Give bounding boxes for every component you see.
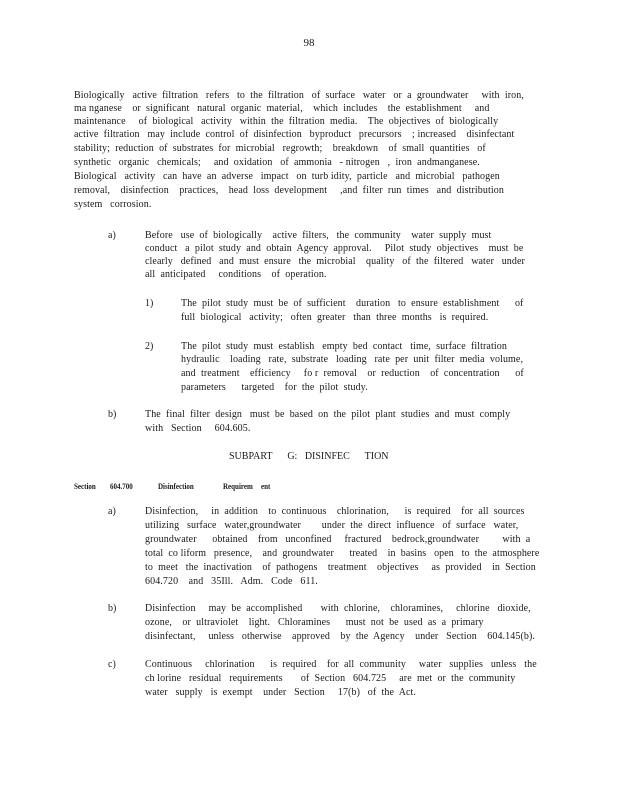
sub-2-line: The pilot study must establish empty bed contact time, surface filtration [181, 341, 507, 352]
intro-line: system corrosion. [74, 199, 152, 210]
sub-2-line: parameters targeted for the pilot study. [181, 382, 368, 393]
page-number: 98 [303, 37, 315, 49]
sec-b-line: Disinfection may be accomplished with chlorine, chloramines, chlorine dioxide, [145, 603, 531, 614]
intro-line: Biologically active filtration refers to the filtration of surface water or a groundwater with iron, [74, 90, 524, 101]
sub-1-label: 1) [145, 298, 154, 309]
sec-c-line: ch lorine residual requirements of Section 604.725 are met or the community [145, 673, 516, 684]
sec-a-line: 604.720 and 35Ill. Adm. Code 611. [145, 576, 318, 587]
sec-a-label: a) [108, 506, 116, 517]
sec-c-line: water supply is exempt under Section 17(b) of the Act. [145, 687, 417, 698]
item-b-line: The final filter design must be based on the pilot plant studies and must comply [145, 409, 511, 420]
sec-a-line: to meet the inactivation of pathogens treatment objectives as provided in Section [145, 562, 536, 573]
sub-1-line: The pilot study must be of sufficient duration to ensure establishment of [181, 298, 524, 309]
intro-line: active filtration may include control of disinfection byproduct precursors ; increased disinfectant [74, 129, 515, 140]
sub-1-line: full biological activity; often greater than three months is required. [181, 312, 489, 323]
intro-line: maintenance of biological activity within the filtration media. The objectives of biologically [74, 116, 499, 127]
section-word: Section [74, 482, 96, 492]
sub-2-line: hydraulic loading rate, substrate loading rate per unit filter media volume, [181, 354, 524, 365]
sec-b-line: disinfectant, unless otherwise approved by the Agency under Section 604.145(b). [145, 631, 536, 642]
sec-c-label: c) [108, 659, 116, 670]
sec-a-line: utilizing surface water,groundwater under the direct influence of surface water, [145, 520, 519, 531]
intro-line: Biological activity can have an adverse impact on turb idity, particle and microbial pathogen [74, 171, 500, 182]
sub-2-line: and treatment efficiency fo r removal or reduction of concentration of [181, 368, 524, 379]
section-title-part: ent [261, 482, 271, 492]
item-a-line: Before use of biologically active filters, the community water supply must [145, 230, 492, 241]
sec-a-line: groundwater obtained from unconfined fractured bedrock,groundwater with a [145, 534, 531, 545]
section-number: 604.700 [110, 482, 133, 492]
sec-a-line: total co liform presence, and groundwater treated in basins open to the atmosphere [145, 548, 540, 559]
intro-line: removal, disinfection practices, head loss development ,and filter run times and distribution [74, 185, 504, 196]
sub-2-label: 2) [145, 341, 154, 352]
section-title-part: Disinfection [158, 482, 194, 492]
intro-line: stability; reduction of substrates for microbial regrowth; breakdown of small quantities of [74, 143, 486, 154]
item-a-line: conduct a pilot study and obtain Agency approval. Pilot study objectives must be [145, 243, 524, 254]
section-title-part: Requirem [223, 482, 253, 492]
sec-b-label: b) [108, 603, 117, 614]
item-b-line: with Section 604.605. [145, 423, 251, 434]
item-a-line: clearly defined and must ensure the microbial quality of the filtered water under [145, 256, 525, 267]
sec-a-line: Disinfection, in addition to continuous chlorination, is required for all sources [145, 506, 525, 517]
sec-c-line: Continuous chlorination is required for all community water supplies unless the [145, 659, 537, 670]
sec-b-line: ozone, or ultraviolet light. Chloramines must not be used as a primary [145, 617, 484, 628]
intro-line: synthetic organic chemicals; and oxidation of ammonia - nitrogen , iron andmanganese. [74, 157, 480, 168]
intro-line: ma nganese or significant natural organic material, which includes the establishment and [74, 103, 490, 114]
item-b-label: b) [108, 409, 117, 420]
subpart-heading: SUBPART G: DISINFEC TION [229, 451, 389, 462]
item-a-label: a) [108, 230, 116, 241]
item-a-line: all anticipated conditions of operation. [145, 269, 327, 280]
